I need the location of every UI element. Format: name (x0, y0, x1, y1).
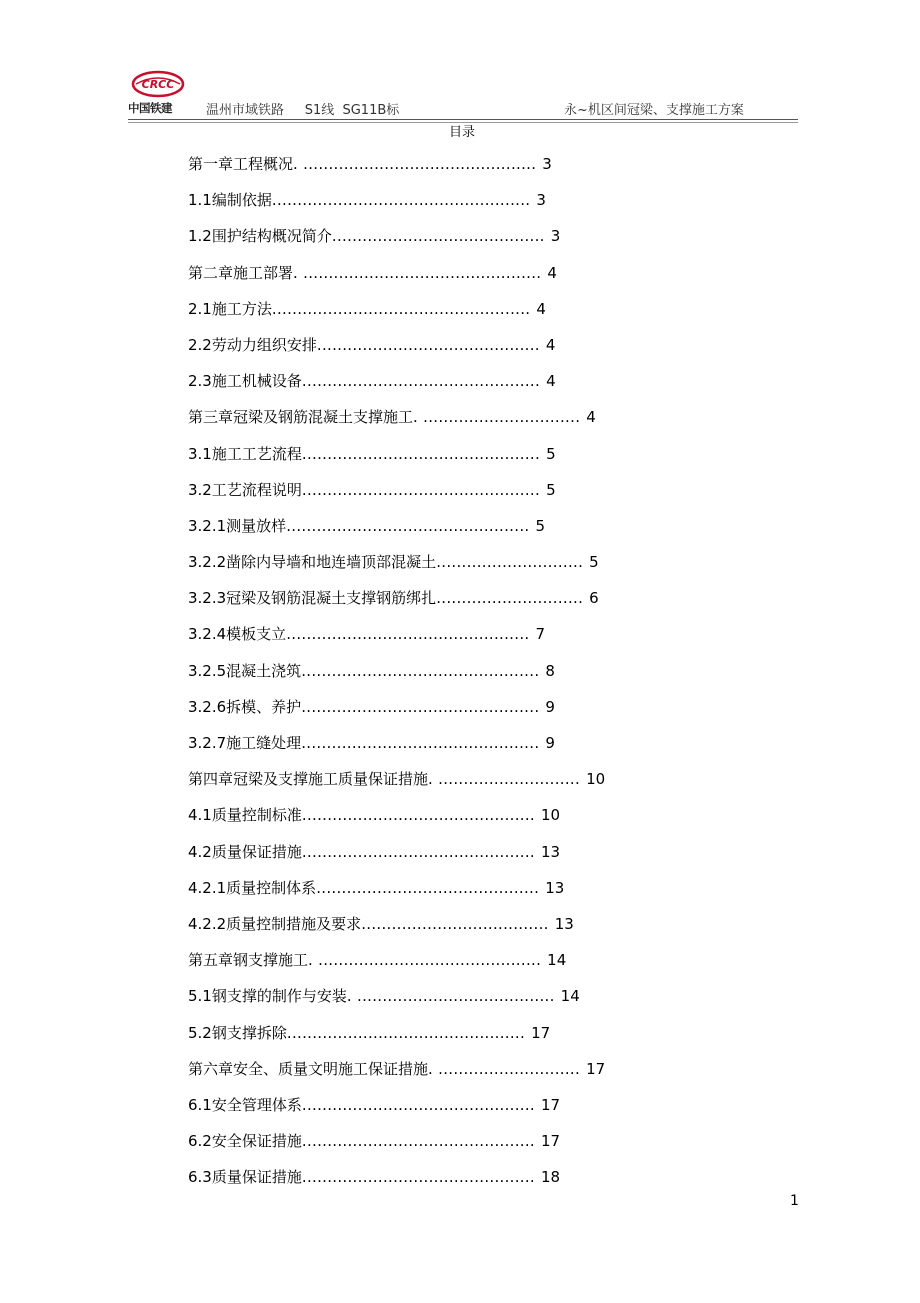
header-line: S1线 (304, 103, 335, 118)
toc-entry-label (188, 512, 286, 548)
toc-entry-text: 第三章冠梁及钢筋混凝土支撑施工 (188, 408, 414, 427)
toc-title: 目录 (449, 125, 476, 140)
toc-entry-label (188, 584, 436, 620)
toc-entry-label (188, 838, 302, 874)
toc-page-number: 4 (547, 263, 557, 282)
toc-entry-label (188, 801, 302, 837)
toc-page-number: 4 (545, 335, 556, 354)
header-left (206, 99, 399, 118)
toc-entry-label (188, 295, 272, 331)
toc-page-number: 14 (560, 987, 580, 1006)
toc-entry-label (188, 367, 302, 403)
toc-page-number: 7 (535, 625, 546, 644)
toc-entry-number: 3.2.6 (188, 697, 227, 716)
toc-entry-label (188, 1091, 302, 1127)
toc-entry-number: 6.1 (188, 1095, 212, 1114)
toc-entry[interactable] (188, 222, 748, 258)
toc-entry[interactable] (188, 620, 748, 656)
toc-entry-label (188, 1163, 302, 1199)
toc-entry-number: 4.2.2 (188, 914, 227, 933)
toc-entry[interactable] (188, 295, 748, 331)
toc-entry-number: 1.2 (188, 227, 212, 246)
toc-entry-text: 质量保证措施 (211, 842, 302, 861)
toc-entry-text: 钢支撑的制作与安装 (211, 987, 347, 1006)
toc-leader-dots: . ....................................... (346, 987, 555, 1006)
toc-entry-number: 3.2.5 (188, 661, 227, 680)
toc-leader-dots: .............................................. (301, 1168, 536, 1187)
toc-leader-dots: ................................................ (286, 625, 530, 644)
toc-entry-text: 模板支立 (226, 625, 287, 644)
table-of-contents (188, 150, 748, 1199)
toc-entry-label (188, 729, 301, 765)
toc-entry[interactable] (188, 403, 748, 439)
toc-entry[interactable] (188, 801, 748, 837)
toc-leader-dots: ............................................ (316, 878, 540, 897)
toc-page-number: 5 (546, 444, 556, 463)
toc-leader-dots: .............................................. (301, 1095, 536, 1114)
toc-leader-dots: ................................................... (271, 299, 531, 318)
toc-entry-number: 5.1 (188, 987, 212, 1006)
toc-page-number: 6 (589, 589, 599, 608)
toc-entry-number: 3.2.7 (188, 734, 227, 752)
toc-page-number: 13 (554, 914, 574, 933)
toc-leader-dots: ............................................... (301, 661, 540, 680)
toc-entry-number: 3.2.3 (188, 589, 227, 608)
header-city: 温州市域铁路 (206, 103, 285, 118)
toc-entry[interactable] (188, 693, 748, 729)
toc-entry[interactable] (188, 186, 748, 222)
toc-entry[interactable] (188, 440, 748, 476)
toc-entry-label (188, 548, 436, 584)
toc-entry-label (188, 150, 293, 186)
toc-entry[interactable] (188, 259, 748, 295)
toc-entry-number: 4.2.1 (188, 878, 227, 897)
toc-leader-dots: ................................................... (271, 191, 531, 210)
toc-page-number: 4 (586, 408, 596, 427)
toc-entry-number: 1.1 (188, 191, 212, 210)
toc-entry-label (188, 620, 286, 656)
toc-leader-dots: ............................. (436, 553, 584, 572)
toc-page-number: 8 (545, 661, 555, 680)
toc-entry[interactable] (188, 548, 748, 584)
toc-leader-dots: ............................................... (301, 697, 540, 716)
toc-entry[interactable] (188, 367, 748, 403)
toc-leader-dots: ............................................... (301, 372, 541, 391)
toc-entry-number: 3.2 (188, 480, 212, 499)
toc-entry-text: 第二章施工部署 (188, 263, 294, 282)
toc-leader-dots: ............................................... (301, 444, 541, 463)
toc-entry[interactable] (188, 1055, 748, 1091)
company-logo (128, 67, 188, 115)
toc-entry-text: 安全管理体系 (211, 1095, 302, 1114)
toc-page-number: 17 (531, 1023, 551, 1042)
toc-leader-dots: .......................................... (331, 227, 545, 246)
toc-entry[interactable] (188, 946, 748, 982)
header-right-title: 永~机区间冠梁、支撑施工方案 (564, 103, 744, 118)
toc-leader-dots: ............................................... (301, 480, 541, 499)
toc-entry-label (188, 259, 293, 295)
toc-entry-text: 编制依据 (211, 191, 272, 210)
toc-entry[interactable] (188, 765, 748, 801)
toc-entry-text: 工艺流程说明 (211, 480, 302, 499)
toc-entry[interactable] (188, 476, 748, 512)
toc-entry-text: 混凝土浇筑 (226, 661, 302, 680)
toc-leader-dots: . ............................ (428, 1059, 581, 1078)
toc-entry[interactable] (188, 838, 748, 874)
toc-entry-text: 冠梁及钢筋混凝土支撑钢筋绑扎 (226, 589, 437, 608)
toc-entry-text: 钢支撑拆除 (211, 1023, 287, 1042)
toc-leader-dots: .............................................. (301, 806, 536, 825)
toc-page-number: 3 (550, 227, 561, 246)
toc-entry-number: 5.2 (188, 1023, 212, 1042)
header-section: SG11B标 (342, 103, 400, 118)
toc-entry-label (188, 476, 302, 512)
toc-page-number: 14 (547, 951, 567, 970)
toc-entry-number: 4.2 (188, 842, 212, 861)
toc-page-number: 5 (535, 516, 546, 535)
toc-leader-dots: ..................................... (361, 914, 549, 933)
toc-leader-dots: ............................................... (286, 1023, 526, 1042)
toc-entry-number: 2.3 (188, 372, 212, 391)
toc-entry-text: 质量控制措施及要求 (226, 914, 362, 933)
toc-entry[interactable] (188, 1163, 748, 1199)
toc-page-number: 10 (586, 770, 606, 789)
toc-entry-number: 2.1 (188, 299, 212, 318)
toc-entry[interactable] (188, 1091, 748, 1127)
toc-entry-label (188, 403, 413, 439)
toc-entry[interactable] (188, 1127, 748, 1163)
toc-entry-number: 6.2 (188, 1132, 212, 1151)
toc-entry[interactable] (188, 982, 748, 1018)
toc-leader-dots: ............................................ (316, 335, 540, 354)
toc-entry[interactable] (188, 729, 748, 765)
toc-entry-text: 测量放样 (226, 516, 287, 535)
toc-leader-dots: ............................. (436, 589, 584, 608)
toc-entry-label (188, 874, 316, 910)
toc-entry-number: 3.1 (188, 444, 212, 463)
toc-entry-text: 施工方法 (211, 299, 272, 318)
toc-entry-text: 质量控制标准 (211, 806, 302, 825)
toc-page-number: 17 (586, 1059, 606, 1078)
toc-entry[interactable] (188, 512, 748, 548)
crcc-logo-mark (130, 69, 186, 99)
toc-entry-label (188, 765, 428, 801)
toc-entry-text: 拆模、养护 (226, 697, 302, 716)
toc-page-number: 5 (546, 480, 556, 499)
toc-entry[interactable] (188, 150, 748, 186)
toc-entry[interactable] (188, 584, 748, 620)
toc-entry-label (188, 1127, 302, 1163)
toc-entry-label (188, 946, 308, 982)
toc-entry-label (188, 222, 332, 258)
toc-entry-text: 凿除内导墙和地连墙顶部混凝土 (226, 553, 437, 572)
toc-entry[interactable] (188, 874, 748, 910)
toc-leader-dots: . .............................................. (293, 155, 537, 173)
toc-entry-number: 4.1 (188, 806, 212, 825)
toc-leader-dots: ............................................... (301, 734, 540, 752)
toc-entry-label (188, 186, 272, 222)
toc-entry[interactable] (188, 331, 748, 367)
toc-entry-text: 第四章冠梁及支撑施工质量保证措施 (188, 770, 429, 789)
page-number: 1 (790, 1193, 799, 1209)
toc-page-number: 4 (546, 372, 556, 391)
toc-page-number: 3 (542, 155, 552, 173)
toc-entry-text: 施工缝处理 (226, 734, 302, 752)
toc-leader-dots: .............................................. (301, 1132, 536, 1151)
toc-entry[interactable] (188, 910, 748, 946)
svg-text:CRCC: CRCC (141, 78, 175, 91)
toc-entry-number: 2.2 (188, 335, 212, 354)
toc-entry-number: 3.2.4 (188, 625, 227, 644)
toc-entry-text: 施工工艺流程 (211, 444, 302, 463)
toc-entry-text: 第五章钢支撑施工 (188, 951, 309, 970)
toc-page-number: 18 (541, 1168, 561, 1187)
toc-page-number: 10 (541, 806, 561, 825)
toc-entry-text: 质量保证措施 (211, 1168, 302, 1187)
toc-entry-label (188, 1055, 428, 1091)
toc-leader-dots: . ............................................ (308, 951, 542, 970)
toc-page-number: 9 (545, 734, 555, 752)
toc-entry-label (188, 910, 361, 946)
toc-entry[interactable] (188, 1019, 748, 1055)
toc-entry-number: 3.2.1 (188, 516, 227, 535)
toc-page-number: 17 (541, 1132, 561, 1151)
toc-entry-text: 劳动力组织安排 (211, 335, 317, 354)
toc-entry-text: 第六章安全、质量文明施工保证措施 (188, 1059, 429, 1078)
toc-entry-label (188, 331, 317, 367)
toc-page-number: 3 (536, 191, 546, 210)
toc-entry-label (188, 693, 301, 729)
toc-entry-label (188, 440, 302, 476)
toc-entry-text: 安全保证措施 (211, 1132, 302, 1151)
toc-page-number: 13 (541, 842, 561, 861)
logo-text: 中国铁建 (128, 101, 172, 115)
header-divider (128, 119, 798, 120)
toc-page-number: 5 (589, 553, 599, 572)
toc-entry-number: 6.3 (188, 1168, 212, 1187)
toc-leader-dots: ................................................ (286, 516, 530, 535)
toc-entry-text: 围护结构概况简介 (211, 227, 332, 246)
toc-page-number: 13 (545, 878, 565, 897)
toc-leader-dots: . ............................ (428, 770, 581, 789)
toc-leader-dots: .............................................. (301, 842, 536, 861)
toc-page-number: 4 (536, 299, 546, 318)
toc-entry-label (188, 982, 347, 1018)
toc-leader-dots: . ............................... (413, 408, 581, 427)
toc-entry-text: 第一章工程概况 (188, 155, 294, 173)
toc-page-number: 17 (541, 1095, 561, 1114)
toc-entry-label (188, 657, 301, 693)
toc-entry[interactable] (188, 657, 748, 693)
toc-entry-text: 施工机械设备 (211, 372, 302, 391)
toc-entry-label (188, 1019, 287, 1055)
toc-entry-number: 3.2.2 (188, 553, 227, 572)
toc-entry-text: 质量控制体系 (226, 878, 317, 897)
toc-leader-dots: . ............................................... (293, 263, 542, 282)
toc-page-number: 9 (545, 697, 555, 716)
